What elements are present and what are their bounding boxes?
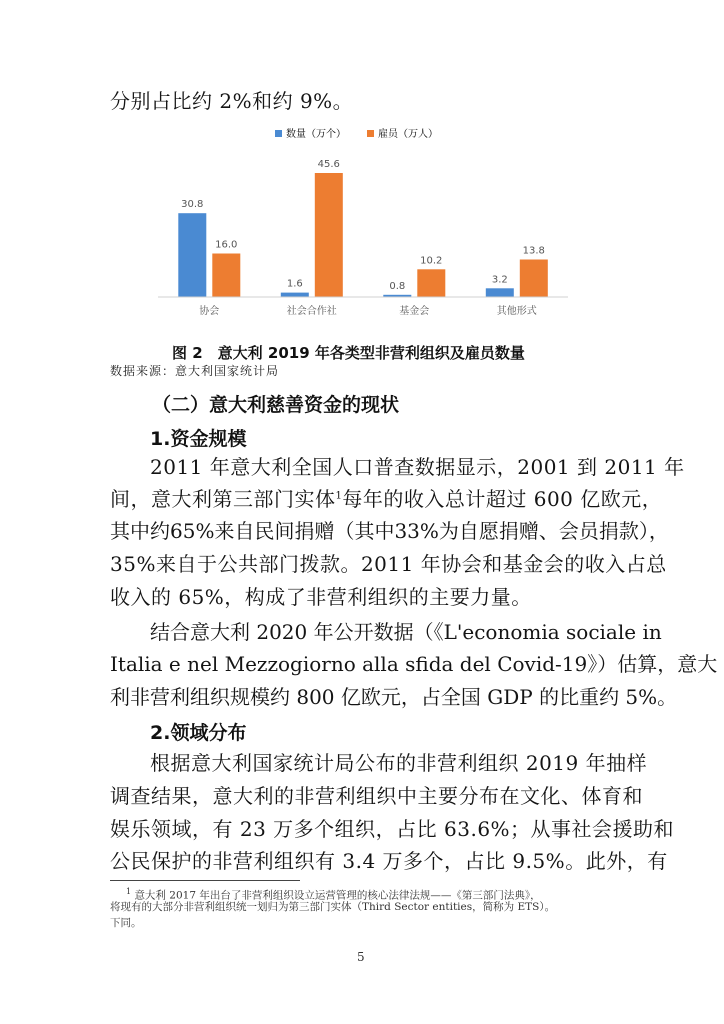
figure-caption: 图 2 意大利 2019 年各类型非营利组织及雇员数量 — [172, 344, 525, 362]
footnote-line-2: 将现有的大部分非营利组织统一划归为第三部门实体（Third Sector entities，简称为 ETS）。 — [110, 901, 556, 913]
footnote-divider — [110, 880, 300, 881]
data-label-employees-1: 45.6 — [317, 159, 340, 170]
data-label-employees-3: 13.8 — [522, 245, 545, 257]
legend-swatch-series-1 — [275, 130, 282, 137]
data-label-count-0: 30.8 — [181, 199, 204, 211]
paragraph-3-line-2: 调查结果，意大利的非营利组织中主要分布在文化、体育和 — [110, 784, 643, 808]
data-label-employees-0: 16.0 — [215, 239, 238, 251]
chart-x-tick-labels — [199, 304, 537, 317]
footnote-line-1-text: 意大利 2017 年出台了非营利组织设立运营管理的核心法律法规——《第三部门法典》， — [134, 889, 541, 902]
chart-bars — [178, 159, 548, 297]
paragraph-1-line-1: 2011 年意大利全国人口普查数据显示，2001 到 2011 年 — [150, 455, 685, 479]
paragraph-2-line-1: 结合意大利 2020 年公开数据（《L'economia sociale in — [150, 620, 662, 644]
paragraph-3-line-1: 根据意大利国家统计局公布的非营利组织 2019 年抽样 — [150, 751, 648, 775]
bar-count-3 — [486, 288, 514, 297]
data-label-count-2: 0.8 — [389, 280, 406, 292]
data-label-count-3: 3.2 — [491, 274, 508, 286]
bar-chart — [140, 118, 578, 331]
intro-line: 分别占比约 2%和约 9%。 — [110, 89, 354, 113]
bar-count-1 — [281, 293, 309, 297]
page-number: 5 — [357, 950, 365, 964]
legend-swatch-series-2 — [367, 130, 374, 137]
bar-employees-2 — [417, 269, 445, 297]
x-tick-label-0: 协会 — [199, 306, 220, 317]
bar-employees-3 — [520, 260, 548, 298]
section-heading: （二）意大利慈善资金的现状 — [152, 394, 400, 416]
paragraph-1-line-2 — [110, 484, 662, 514]
x-tick-label-2: 基金会 — [399, 306, 430, 317]
paragraph-2-line-3: 利非营利组织规模约 800 亿欧元，占全国 GDP 的比重约 5%。 — [110, 685, 678, 709]
paragraph-1-line-4: 35%来自于公共部门拨款。2011 年协会和基金会的收入占总 — [110, 552, 667, 576]
legend-label-series-2: 雇员（万人） — [378, 129, 438, 140]
bar-employees-1 — [315, 173, 343, 297]
paragraph-3-line-3: 娱乐领域，有 23 万多个组织，占比 63.6%；从事社会援助和 — [110, 817, 675, 841]
subsection-heading-1: 1.资金规模 — [150, 428, 247, 450]
paragraph-1-line-2a: 间，意大利第三部门实体 — [110, 487, 336, 511]
footnote-number: 1 — [126, 887, 132, 896]
data-label-count-1: 1.6 — [286, 278, 303, 290]
bar-count-0 — [178, 213, 206, 297]
subsection-heading-2: 2.领域分布 — [150, 722, 247, 744]
data-label-employees-2: 10.2 — [420, 255, 443, 267]
paragraph-1-line-3: 其中约65%来自民间捐赠（其中33%为自愿捐赠、会员捐款）， — [110, 519, 669, 543]
paragraph-1-line-2b: 每年的收入总计超过 600 亿欧元， — [342, 487, 663, 511]
x-tick-label-3: 其他形式 — [496, 306, 537, 317]
paragraph-3-line-4: 公民保护的非营利组织有 3.4 万多个，占比 9.5%。此外，有 — [110, 849, 668, 873]
x-tick-label-1: 社会合作社 — [286, 306, 337, 317]
figure-source: 数据来源：意大利国家统计局 — [110, 364, 280, 378]
footnote-line-3: 下同。 — [110, 917, 142, 929]
paragraph-1-line-5: 收入的 65%，构成了非营利组织的主要力量。 — [110, 585, 532, 609]
chart-legend — [275, 127, 438, 140]
footnote-reference: 1 — [335, 490, 343, 502]
bar-employees-0 — [212, 254, 240, 298]
paragraph-2-line-2: Italia e nel Mezzogiorno alla sfida del Covid-19》）估算，意大 — [110, 652, 718, 676]
legend-label-series-1: 数量（万个） — [286, 129, 346, 140]
